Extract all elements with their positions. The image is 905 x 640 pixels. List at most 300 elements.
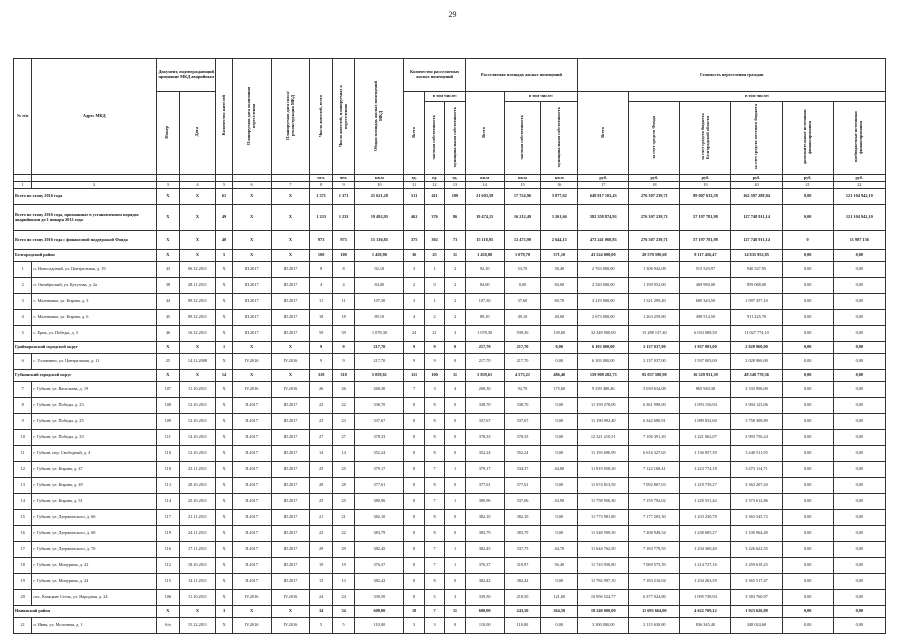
table-cell: 217,70 [465, 354, 504, 370]
table-cell: 11 987 136 [833, 231, 885, 250]
table-cell: 865 940,38 [680, 382, 731, 398]
table-cell: 12 321 210,51 [578, 430, 629, 446]
table-cell: 118 [157, 462, 179, 478]
table-cell: X [179, 231, 216, 250]
table-cell: III.2017 [271, 478, 310, 494]
table-cell: 15.12.2011 [179, 618, 216, 634]
table-cell: X [157, 606, 179, 618]
table-cell: 8 [404, 462, 424, 478]
table-cell: 1 [445, 462, 465, 478]
table-cell: III.2017 [271, 526, 310, 542]
table-cell: 28.11.2011 [179, 278, 216, 294]
table-cell: 111 [157, 430, 179, 446]
table-cell: 217,70 [355, 342, 404, 354]
table-cell: 34 [332, 606, 354, 618]
table-cell: 14 [14, 494, 32, 510]
table-row [14, 494, 886, 510]
table-cell: 16 [14, 526, 32, 542]
table-row [14, 446, 886, 462]
table-cell: 29 [310, 542, 332, 558]
table-cell: III.2017 [232, 310, 271, 326]
column-number-cell: 10 [355, 182, 404, 189]
table-cell: 3 904 123,06 [731, 398, 782, 414]
table-cell: 49 [216, 205, 232, 231]
table-cell: 0,00 [782, 354, 833, 370]
table-cell: X [271, 250, 310, 262]
table-cell: 380,96 [355, 494, 404, 510]
table-cell: 11 027 774,10 [731, 326, 782, 342]
table-cell: 21 [332, 510, 354, 526]
table-cell: 44,80 [541, 462, 578, 478]
column-number-cell: 15 [504, 182, 541, 189]
region-subtotal-row [14, 606, 886, 618]
table-cell: 8 [310, 262, 332, 278]
table-cell: III.2017 [271, 278, 310, 294]
table-cell: 380,96 [465, 494, 504, 510]
table-cell: 9 [332, 342, 354, 354]
table-cell: X [216, 462, 232, 478]
table-cell: 3 [404, 294, 424, 310]
table-cell: 0,00 [833, 558, 885, 574]
table-cell: 25.10.2011 [179, 494, 216, 510]
table-cell: 338,70 [355, 398, 404, 414]
table-cell: II.2017 [232, 574, 271, 590]
table-cell: 0 [445, 430, 465, 446]
address-cell: г. Губкин, ул. Победы, д. 23 [32, 398, 157, 414]
table-cell: 0,00 [833, 382, 885, 398]
table-cell: 59 [332, 326, 354, 342]
table-cell: 92,10 [355, 262, 404, 278]
table-cell: 9 [14, 414, 32, 430]
table-cell: 59 [310, 326, 332, 342]
table-cell: II.2017 [232, 526, 271, 542]
table-cell: III.2017 [271, 558, 310, 574]
table-cell: 11 193 696,99 [578, 446, 629, 462]
table-cell: 114 [157, 494, 179, 510]
table-cell: 6 103 000,00 [578, 342, 629, 354]
table-cell: 4 [332, 278, 354, 294]
table-row [14, 262, 886, 278]
table-cell: 379,17 [465, 462, 504, 478]
table-cell: 139,00 [541, 326, 578, 342]
table-cell: 11.10.2011 [179, 590, 216, 606]
table-cell: 11 548 599,30 [578, 526, 629, 542]
table-cell: 1 [445, 542, 465, 558]
table-cell: 8 [404, 478, 424, 494]
table-cell: 1 450,80 [465, 250, 504, 262]
table-cell: 13 [14, 478, 32, 494]
table-cell: 836 345,40 [680, 618, 731, 634]
table-cell: 45 [157, 310, 179, 326]
col-group-cost: Стоимость переселения граждан [578, 59, 886, 92]
col-group-cost-incl: в том числе: [629, 92, 886, 102]
table-cell: 44 [157, 294, 179, 310]
table-cell: III.2017 [271, 574, 310, 590]
table-cell: 376,37 [355, 558, 404, 574]
resettlement-table [13, 58, 886, 634]
table-cell: 6 361 998,00 [629, 398, 680, 414]
address-cell: г. Губкин, ул. Победы, д. 25 [32, 414, 157, 430]
table-cell: 110,00 [465, 618, 504, 634]
table-cell: 18.10.2011 [179, 558, 216, 574]
unit-cell: кв.м [355, 175, 404, 182]
row-label: Всего по этапу 2016 года, признанные в установленном порядке аварийными до 1 января 2012 года [14, 205, 157, 231]
table-cell: 1 234 360,40 [680, 542, 731, 558]
table-cell: 371,10 [541, 250, 578, 262]
table-cell: 600 343,50 [680, 294, 731, 310]
table-cell: 7 [404, 382, 424, 398]
table-cell: 6 103 000,00 [578, 354, 629, 370]
col-header-count-municipal: муниципальная собственность [445, 102, 465, 175]
table-cell: 2 [424, 310, 444, 326]
table-cell: 1 [424, 294, 444, 310]
column-number-cell: 5 [216, 182, 232, 189]
table-cell: 121 104 942,10 [833, 205, 885, 231]
table-cell: 3 758 308,89 [731, 414, 782, 430]
table-row [14, 398, 886, 414]
table-cell: 1 233 [332, 205, 354, 231]
table-cell: 0,00 [541, 398, 578, 414]
table-cell: 17 [14, 542, 32, 558]
table-cell: 319,97 [504, 558, 541, 574]
table-cell: 21.11.2011 [179, 510, 216, 526]
table-cell: 21 603,58 [465, 189, 504, 205]
table-cell: III.2017 [232, 278, 271, 294]
table-cell: 11 [332, 294, 354, 310]
table-cell: 8 [404, 510, 424, 526]
table-row [14, 430, 886, 446]
table-cell: X [271, 342, 310, 354]
table-cell: 0,00 [833, 326, 885, 342]
table-cell: 38,40 [541, 262, 578, 278]
table-cell: X [216, 558, 232, 574]
table-cell: 911 225,70 [731, 310, 782, 326]
table-cell: 3 [404, 262, 424, 278]
table-cell: 0,00 [782, 310, 833, 326]
table-cell: 1 218 739,27 [680, 478, 731, 494]
table-cell: X [179, 606, 216, 618]
table-cell: 9 239 480,46 [578, 382, 629, 398]
table-cell: 18 [310, 310, 332, 326]
table-cell: 7 177 205,30 [629, 510, 680, 526]
table-cell: 14.11.2011 [179, 574, 216, 590]
table-cell: 940 527,95 [731, 262, 782, 278]
address-cell: г. Губкин, пер. Свободный, д. 4 [32, 446, 157, 462]
table-cell: 1 234 263,59 [680, 574, 731, 590]
column-number-cell: 18 [629, 182, 680, 189]
unit-cell: чел. [310, 175, 332, 182]
table-cell: IV.2016 [232, 590, 271, 606]
table-cell: 36 [404, 250, 424, 262]
column-number-cell: 11 [404, 182, 424, 189]
column-number-cell: 6 [232, 182, 271, 189]
table-cell: 2 115 630,00 [629, 618, 680, 634]
table-cell: 3 261,66 [541, 205, 578, 231]
table-cell: 1 223 774,18 [680, 462, 731, 478]
table-cell: 12.10.2011 [179, 446, 216, 462]
table-cell: 3 373 612,86 [731, 494, 782, 510]
table-cell: IV.2016 [232, 382, 271, 398]
table-cell: 0,00 [782, 189, 833, 205]
table-cell: 115 [157, 574, 179, 590]
table-cell: 11 693 664,00 [629, 606, 680, 618]
table-cell: 25 [332, 494, 354, 510]
table-cell: II.2017 [232, 542, 271, 558]
table-cell: X [179, 205, 216, 231]
table-cell: IV.2016 [271, 590, 310, 606]
col-header-cost-nonbudget: внебюджетные источники финансирования [833, 102, 885, 175]
table-cell: IV.2016 [232, 354, 271, 370]
table-cell: III.2017 [232, 262, 271, 278]
table-cell: 0,00 [541, 526, 578, 542]
table-cell: 3 300 000,00 [578, 618, 629, 634]
table-cell: X [216, 590, 232, 606]
table-cell: 56,40 [541, 558, 578, 574]
column-number-cell: 17 [578, 182, 629, 189]
column-number-cell: 3 [157, 182, 179, 189]
address-cell: г. Губкин, ул. Дзержинского, д. 68 [32, 526, 157, 542]
table-cell: 0,00 [833, 342, 885, 354]
table-cell: 0,00 [782, 542, 833, 558]
table-cell: 108 [157, 398, 179, 414]
table-cell: 0,00 [541, 574, 578, 590]
table-cell: 8 [404, 526, 424, 542]
table-cell: 352,24 [465, 446, 504, 462]
table-cell: 0,00 [782, 558, 833, 574]
table-cell: 73 [445, 231, 465, 250]
table-cell: 1 221 062,07 [680, 430, 731, 446]
table-cell: 8 [404, 414, 424, 430]
table-cell: 14 [310, 446, 332, 462]
table-cell: 7 [424, 494, 444, 510]
table-cell: III.2017 [271, 294, 310, 310]
table-cell: 95 037 580,98 [629, 370, 680, 382]
table-cell: 3 [445, 326, 465, 342]
table-cell: 9 [424, 354, 444, 370]
table-cell: X [216, 354, 232, 370]
table-cell: 3 383 760,97 [731, 590, 782, 606]
table-cell: 383,79 [504, 526, 541, 542]
table-cell: II.2017 [232, 558, 271, 574]
table-cell: 0,00 [782, 370, 833, 382]
table-row [14, 310, 886, 326]
table-cell: 7 [14, 382, 32, 398]
unit-cell: чел. [332, 175, 354, 182]
table-cell: 9 [404, 354, 424, 370]
table-cell: 0 [445, 414, 465, 430]
table-cell: 127 748 911,14 [731, 205, 782, 231]
table-cell: 20.10.2011 [179, 478, 216, 494]
table-cell: 100 [310, 250, 332, 262]
table-cell: 7 069 575,39 [629, 558, 680, 574]
table-cell: 364,50 [541, 606, 578, 618]
table-cell: 377,61 [465, 478, 504, 494]
table-cell: 486,40 [541, 370, 578, 382]
table-cell: 0,00 [833, 414, 885, 430]
table-cell: 469 980,00 [680, 278, 731, 294]
table-cell: X [232, 231, 271, 250]
table-cell: X [157, 189, 179, 205]
table-cell: 20 570 590,68 [629, 250, 680, 262]
table-cell: 1 [216, 342, 232, 354]
table-cell: 11 [445, 370, 465, 382]
table-cell: 352,24 [504, 446, 541, 462]
table-cell: 10 856 524,77 [578, 590, 629, 606]
table-cell: 276 307 239,71 [629, 189, 680, 205]
table-cell: 218,50 [504, 590, 541, 606]
table-cell: 28 [332, 478, 354, 494]
column-number-cell: 21 [782, 182, 833, 189]
table-cell: 0,00 [541, 342, 578, 354]
table-cell: 9 [310, 342, 332, 354]
table-cell: 23 [332, 414, 354, 430]
table-cell: 89 007 633,58 [680, 189, 731, 205]
table-cell: 0,00 [504, 278, 541, 294]
address-cell: г. Губкин, ул. Победы, д. 33 [32, 430, 157, 446]
summary-row [14, 205, 886, 231]
table-cell: 511 [404, 189, 424, 205]
unit-cell [14, 175, 32, 182]
table-cell: III.2017 [271, 310, 310, 326]
table-cell: III.2017 [232, 326, 271, 342]
address-cell: п. Ивня, ул. Молочная, д. 1 [32, 618, 157, 634]
col-header-cost-additional: дополнительные источники финансирования [782, 102, 833, 175]
table-cell: 6 377 024,86 [629, 590, 680, 606]
table-cell: 5 [216, 250, 232, 262]
col-header-address: Адрес МКД [32, 59, 157, 175]
table-cell: 14.11.2008 [179, 354, 216, 370]
table-cell: 6 033 088,50 [680, 326, 731, 342]
table-cell: 337,67 [465, 414, 504, 430]
table-cell: 0,00 [833, 294, 885, 310]
table-cell: 339,50 [465, 590, 504, 606]
table-cell: 0 [782, 231, 833, 250]
table-cell: 0,00 [833, 542, 885, 558]
table-cell: X [179, 370, 216, 382]
table-cell: 16.12.2011 [179, 326, 216, 342]
table-cell: 473 241 068,83 [578, 231, 629, 250]
table-cell: 337,06 [504, 494, 541, 510]
table-cell: 217,70 [504, 354, 541, 370]
table-cell: 2 028 960,00 [731, 342, 782, 354]
table-cell: 5 [332, 618, 354, 634]
table-cell: 3 [14, 294, 32, 310]
table-cell: 8 [332, 262, 354, 278]
table-cell: III.2017 [271, 262, 310, 278]
table-cell: 8 [424, 414, 444, 430]
table-cell: 92,10 [465, 262, 504, 278]
unit-cell [157, 175, 179, 182]
table-cell: 11 644 762,50 [578, 542, 629, 558]
table-cell: 0,00 [782, 618, 833, 634]
region-subtotal-row [14, 250, 886, 262]
col-header-area-municipal: муниципальная собственность [541, 102, 578, 175]
table-cell: 11 [445, 250, 465, 262]
address-cell: с. Малиновка, ул. Кирова, д. 6 [32, 310, 157, 326]
col-header-cost-fund: за счет средств Фонда [629, 102, 680, 175]
table-row [14, 590, 886, 606]
table-cell: 106 [157, 590, 179, 606]
table-cell: 27 [332, 430, 354, 446]
table-cell: 2 [14, 278, 32, 294]
table-cell: 3 459 618,25 [731, 558, 782, 574]
table-cell: 7 [424, 462, 444, 478]
table-cell: III.2017 [271, 398, 310, 414]
table-row [14, 558, 886, 574]
table-cell: 376 [424, 205, 444, 231]
table-cell: X [216, 262, 232, 278]
table-cell: X [216, 382, 232, 398]
table-cell: 3 363 207,20 [731, 478, 782, 494]
table-cell: 12.10.2011 [179, 414, 216, 430]
table-cell: 3 877,62 [541, 189, 578, 205]
table-cell: 0,00 [833, 510, 885, 526]
table-cell: 1 136 857,39 [680, 446, 731, 462]
col-header-planned-end: Планируемая дата окончания переселения [232, 59, 271, 175]
address-cell: г. Губкин, ул. Мичурина, д. 22 [32, 558, 157, 574]
table-cell: 11 190 992,40 [578, 414, 629, 430]
table-cell: 337,67 [355, 414, 404, 430]
table-cell: X [232, 189, 271, 205]
table-cell: 8 [424, 398, 444, 414]
table-cell: 1 214 737,16 [680, 558, 731, 574]
table-cell: 383,79 [465, 526, 504, 542]
table-cell: 378,33 [465, 430, 504, 446]
table-cell: 3 [216, 606, 232, 618]
table-cell: 48 540 770,36 [731, 370, 782, 382]
table-cell: II.2017 [232, 478, 271, 494]
table-cell: 32 349 000,00 [578, 326, 629, 342]
table-row [14, 294, 886, 310]
table-cell: 0 [445, 398, 465, 414]
table-cell: 28 [310, 478, 332, 494]
table-cell: 14 [216, 370, 232, 382]
table-cell: 0,00 [833, 262, 885, 278]
table-cell: 1 371 [310, 189, 332, 205]
table-cell: 107 [157, 382, 179, 398]
table-cell: IV.2016 [271, 354, 310, 370]
table-cell: 11 359 278,00 [578, 398, 629, 414]
table-cell: 0,00 [833, 446, 885, 462]
table-cell: X [232, 205, 271, 231]
table-cell: 14 835 952,85 [731, 250, 782, 262]
table-cell: 84,00 [465, 278, 504, 294]
table-cell: 8 [404, 398, 424, 414]
col-header-area-private: частная собственность [504, 102, 541, 175]
table-cell: 1 263 259,80 [629, 310, 680, 326]
col-header-total-area: Общая площадь жилых помещений МКД [355, 59, 404, 175]
table-cell: 92,70 [504, 382, 541, 398]
address-cell: г. Губкин, ул. Дзержинского, д. 66 [32, 510, 157, 526]
table-cell: 15 136,85 [355, 231, 404, 250]
table-cell: X [157, 370, 179, 382]
row-label: Ивнянский район [14, 606, 157, 618]
table-cell: X [216, 326, 232, 342]
row-label: Белгородский район [14, 250, 157, 262]
table-cell: 14 [332, 446, 354, 462]
table-cell: 3 [424, 618, 444, 634]
table-row [14, 278, 886, 294]
table-cell: 11 782 997,10 [578, 574, 629, 590]
table-cell: II.2017 [232, 398, 271, 414]
table-cell: 515 529,97 [680, 262, 731, 278]
table-cell: 49,10 [504, 310, 541, 326]
table-cell: 09.12.2011 [179, 310, 216, 326]
table-cell: 11 743 930,80 [578, 558, 629, 574]
table-cell: 9 [424, 342, 444, 354]
table-cell: 338,70 [465, 398, 504, 414]
column-number-cell: 16 [541, 182, 578, 189]
